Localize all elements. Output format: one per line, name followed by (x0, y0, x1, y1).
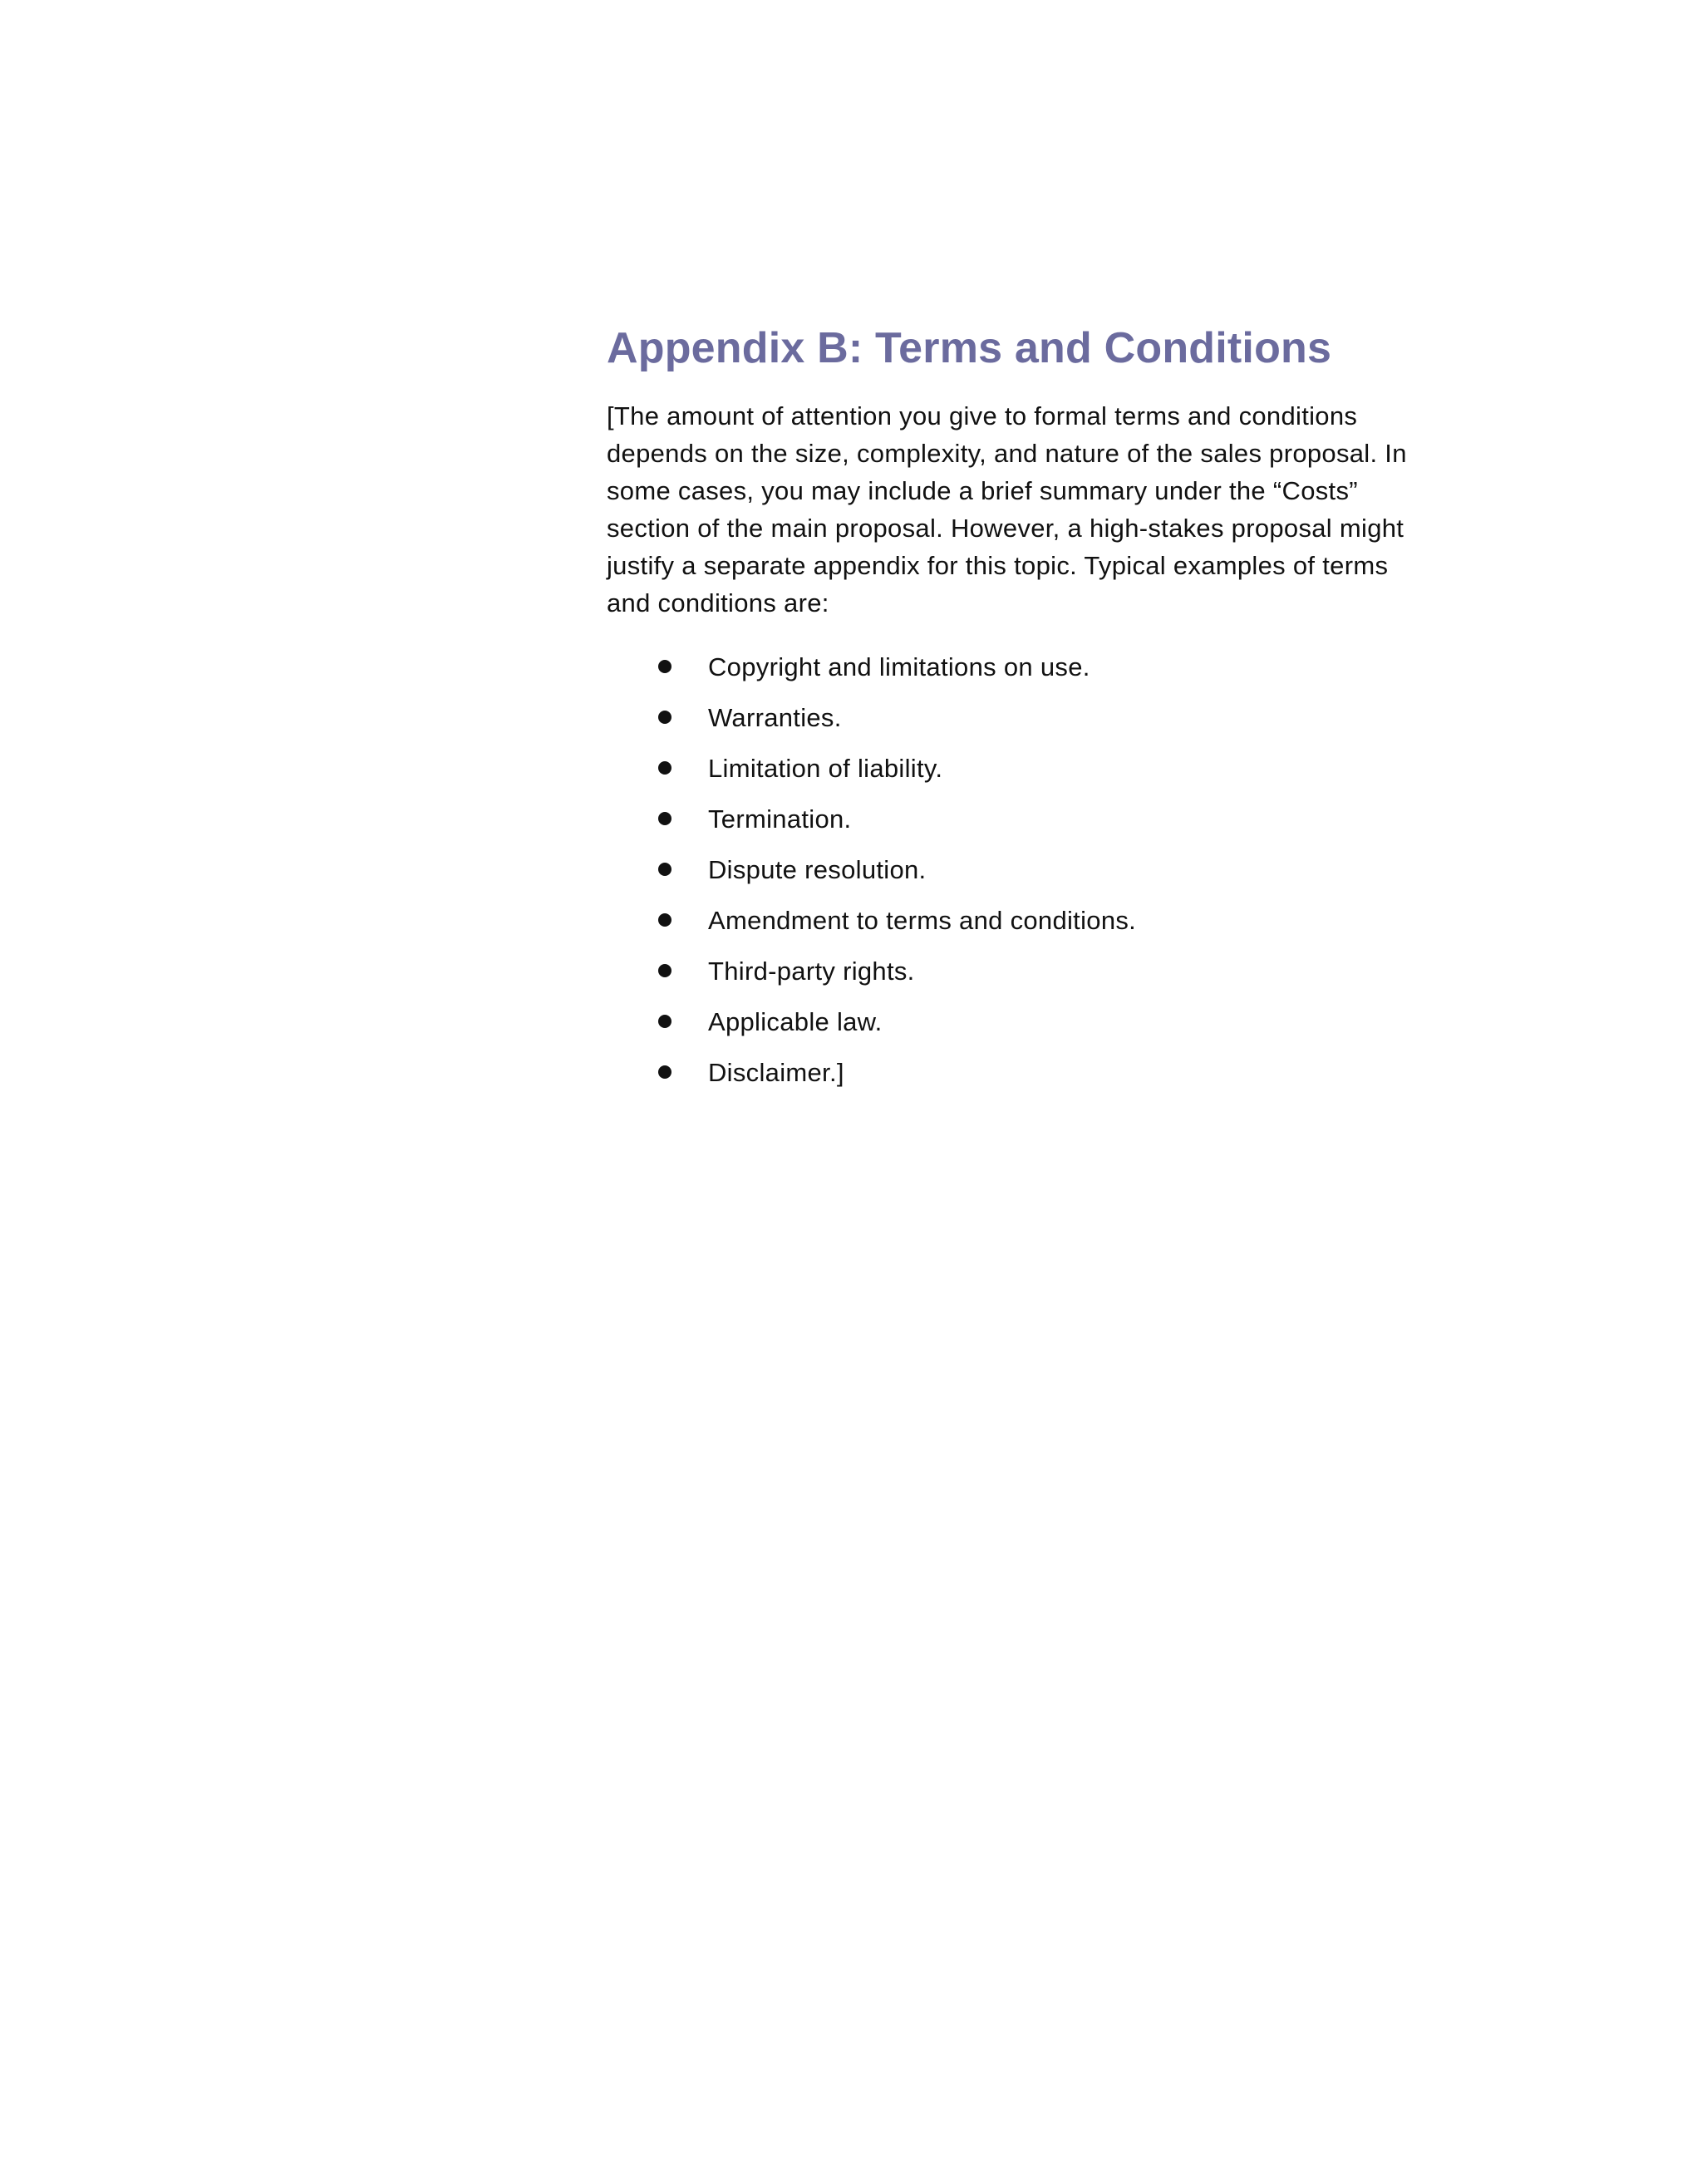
list-item (607, 1047, 1421, 1098)
list-item (607, 794, 1421, 844)
list-item (607, 844, 1421, 895)
list-item-text: Third-party rights. (708, 957, 915, 986)
intro-paragraph: [The amount of attention you give to formal terms and conditions depends on the size, complexity, and nature of the sales proposal. In some cases, you may include a brief summary under the “Costs” section of the main proposal. However, a high-stakes proposal might justify a separate appendix for this topic. Typical examples of terms and conditions are: (607, 401, 1407, 617)
terms-list (607, 642, 1421, 1098)
bullet-icon (658, 812, 671, 825)
list-item-text: Limitation of liability. (708, 754, 943, 783)
bullet-icon (658, 863, 671, 876)
list-item (607, 996, 1421, 1047)
bullet-icon (658, 913, 671, 927)
bullet-icon (658, 711, 671, 724)
list-item-text: Applicable law. (708, 1007, 883, 1036)
list-item-text: Warranties. (708, 703, 842, 732)
list-item (607, 895, 1421, 946)
list-item-text: Termination. (708, 804, 852, 834)
list-item-text: Disclaimer.] (708, 1058, 844, 1087)
list-item-text: Amendment to terms and conditions. (708, 906, 1137, 935)
bullet-icon (658, 660, 671, 673)
bullet-icon (658, 761, 671, 775)
bullet-icon (658, 964, 671, 977)
bullet-icon (658, 1065, 671, 1079)
appendix-section (607, 319, 1421, 1098)
page-title: Appendix B: Terms and Conditions (607, 324, 1332, 372)
list-item-text: Copyright and limitations on use. (708, 652, 1090, 681)
list-item (607, 743, 1421, 794)
list-item (607, 642, 1421, 692)
list-item (607, 946, 1421, 996)
list-item-text: Dispute resolution. (708, 855, 927, 884)
bullet-icon (658, 1015, 671, 1028)
list-item (607, 692, 1421, 743)
